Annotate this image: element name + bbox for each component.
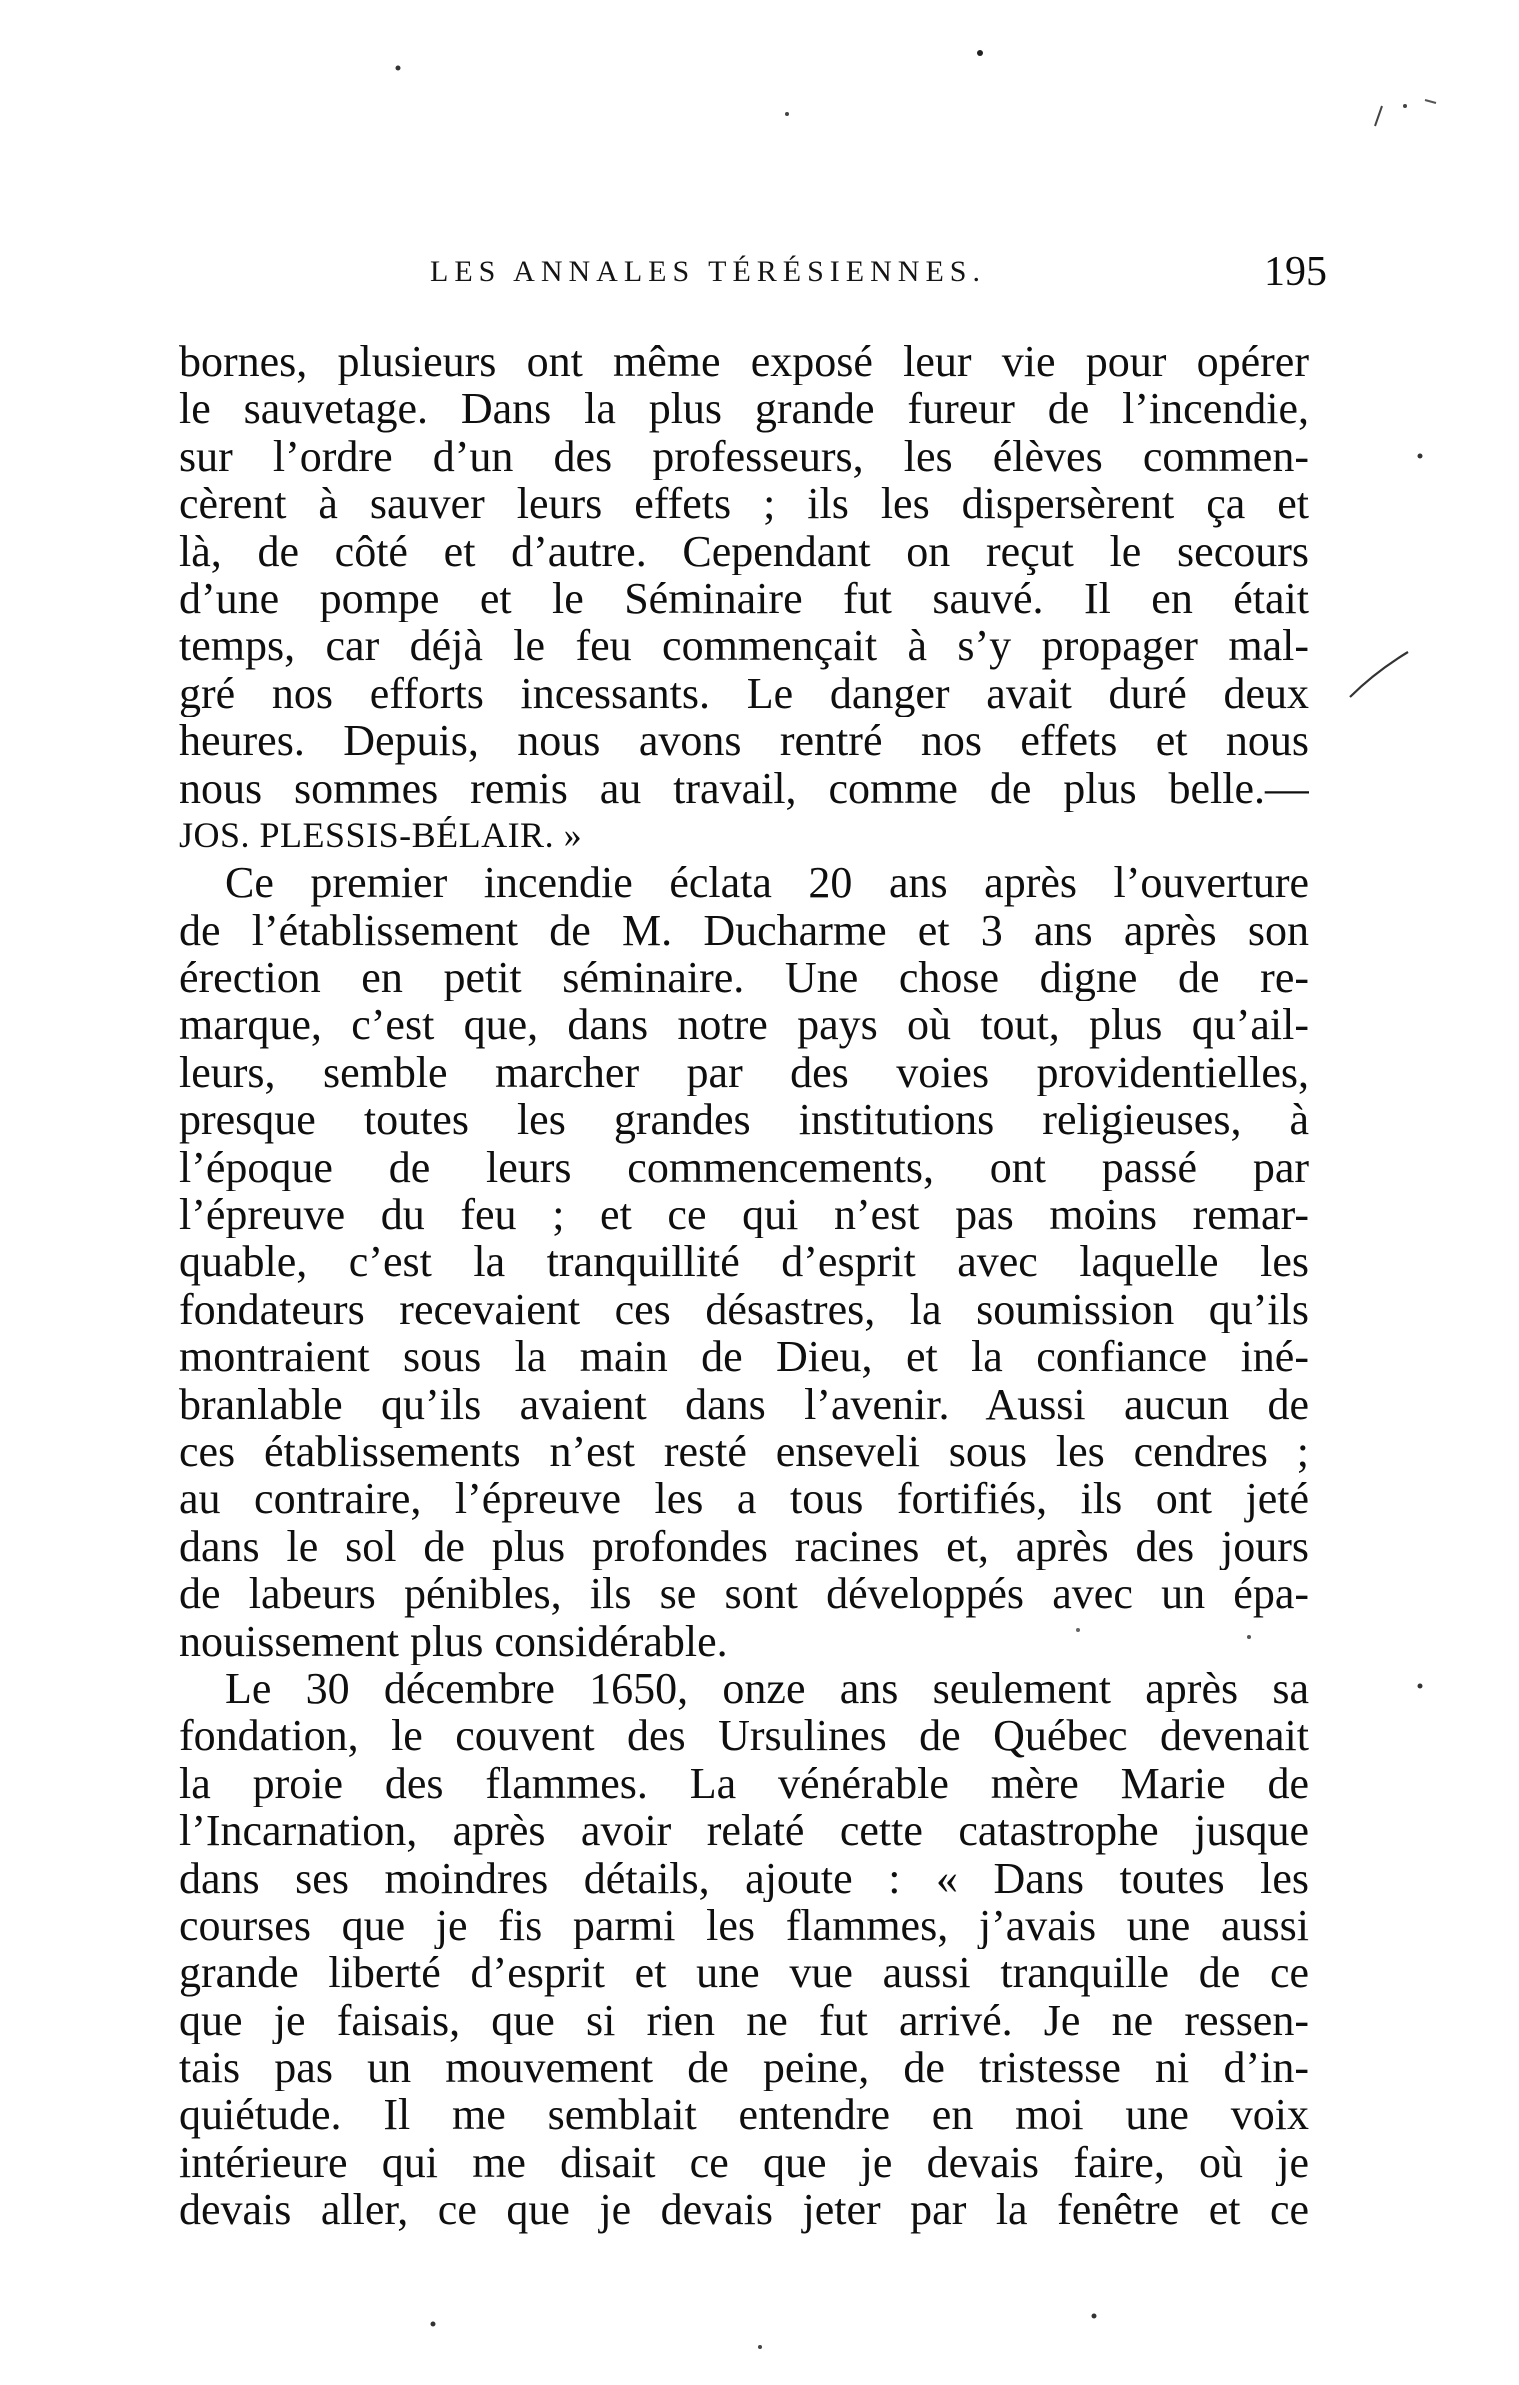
page-number: 195 [1264,249,1327,295]
text-line: sur l’ordre d’un des professeurs, les élèves commen- [179,432,1309,481]
pencil-mark [1375,106,1382,126]
speck [758,2345,762,2349]
paragraph [179,1665,1309,2234]
text-line: nouissement plus considérable. [179,1617,728,1665]
text-line: devais aller, ce que je devais jeter par la fenêtre et ce [179,2186,1309,2234]
text-line: gré nos efforts incessants. Le danger avait duré deux [179,669,1309,718]
text-line: fondation, le couvent des Ursulines de Québec devenait [179,1712,1309,1760]
text-line: le sauvetage. Dans la plus grande fureur de l’incendie, [179,385,1309,433]
speck [977,50,983,56]
text-line: quiétude. Il me semblait entendre en moi une voix [179,2091,1309,2139]
text-line: nous sommes remis au travail, comme de plus belle.— [179,764,1309,812]
speck [1418,1684,1423,1689]
text-line: Le 30 décembre 1650, onze ans seulement après sa [225,1664,1309,1713]
pencil-mark [1425,100,1436,103]
speck [431,2322,436,2327]
text-line: quable, c’est la tranquillité d’esprit avec laquelle les [179,1238,1309,1286]
text-line: temps, car déjà le feu commençait à s’y propager mal- [179,622,1309,670]
text-line: l’époque de leurs commencements, ont passé par [179,1143,1309,1192]
text-line: érection en petit séminaire. Une chose digne de re- [179,954,1309,1002]
paragraph [179,859,1309,1665]
body-text [179,338,1309,2234]
speck [785,112,789,116]
text-line: marque, c’est que, dans notre pays où tout, plus qu’ail- [179,1001,1309,1049]
text-line: l’épreuve du feu ; et ce qui n’est pas moins remar- [179,1191,1309,1239]
speck [1418,454,1423,459]
text-line: branlable qu’ils avaient dans l’avenir. Aussi aucun de [179,1380,1309,1428]
speck [1092,2314,1097,2319]
text-line: d’une pompe et le Séminaire fut sauvé. Il en était [179,574,1309,623]
text-line: presque toutes les grandes institutions religieuses, à [179,1096,1309,1144]
text-line: l’Incarnation, après avoir relaté cette catastrophe jusque [179,1807,1309,1855]
text-line: ces établissements n’est resté enseveli sous les cendres ; [179,1427,1309,1476]
text-line: tais pas un mouvement de peine, de tristesse ni d’in- [179,2044,1309,2092]
text-line: dans le sol de plus profondes racines et, après des jours [179,1522,1309,1571]
signature-line: JOS. PLESSIS-BÉLAIR. » [179,814,583,855]
text-line: fondateurs recevaient ces désastres, la soumission qu’ils [179,1285,1309,1334]
text-line: au contraire, l’épreuve les a tous fortifiés, ils ont jeté [179,1475,1309,1523]
text-line: que je faisais, que si rien ne fut arrivé. Je ne ressen- [179,1996,1309,2045]
text-line: heures. Depuis, nous avons rentré nos effets et nous [179,717,1309,765]
text-line: de l’établissement de M. Ducharme et 3 ans après son [179,906,1309,955]
text-line: bornes, plusieurs ont même exposé leur vie pour opérer [179,338,1309,386]
text-line: courses que je fis parmi les flammes, j’avais une aussi [179,1901,1309,1950]
text-line: Ce premier incendie éclata 20 ans après l’ouverture [225,859,1309,907]
text-line: grande liberté d’esprit et une vue aussi tranquille de ce [179,1949,1309,1997]
speck [396,66,401,71]
text-line: de labeurs pénibles, ils se sont développés avec un épa- [179,1570,1309,1618]
text-line: là, de côté et d’autre. Cependant on reçut le secours [179,527,1309,575]
text-line: intérieure qui me disait ce que je devais faire, où je [179,2138,1309,2187]
text-line: leurs, semble marcher par des voies providentielles, [179,1048,1309,1097]
running-head: LES ANNALES TÉRÉSIENNES. [430,255,986,288]
text-line: cèrent à sauver leurs effets ; ils les dispersèrent ça et [179,480,1309,528]
text-line: montraient sous la main de Dieu, et la confiance iné- [179,1333,1309,1381]
pencil-mark [1350,652,1408,697]
speck [1403,104,1407,108]
paragraph [179,338,1309,859]
text-line: dans ses moindres détails, ajoute : « Dans toutes les [179,1854,1309,1902]
text-line: la proie des flammes. La vénérable mère Marie de [179,1759,1309,1808]
